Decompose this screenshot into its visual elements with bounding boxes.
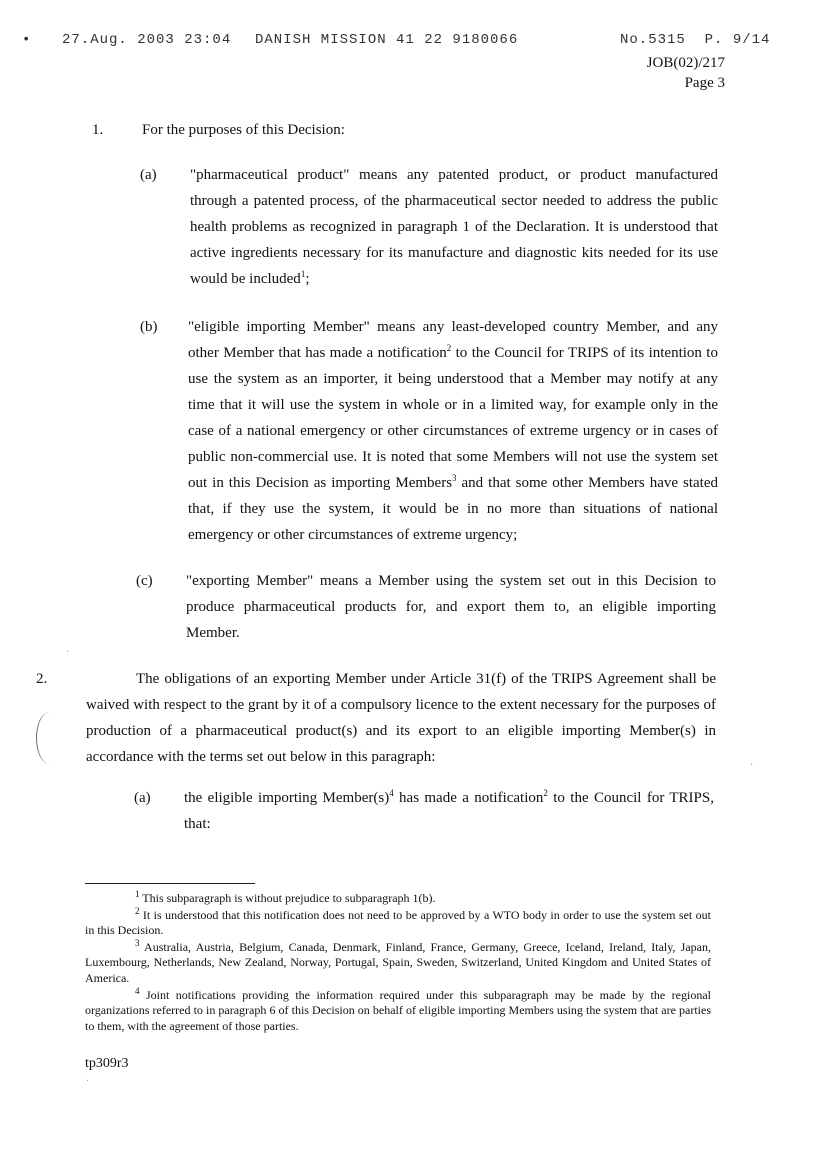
paragraph-1-number: 1. xyxy=(92,122,104,138)
scan-mark: · xyxy=(750,760,754,771)
fax-dot-mark: • xyxy=(22,32,32,48)
paragraph-1a-tail: ; xyxy=(305,271,310,287)
footnote-4 xyxy=(85,985,711,1035)
paragraph-1c-label: (c) xyxy=(136,573,153,589)
footnote-4-marker: 4 xyxy=(135,985,140,996)
footnote-ref-2b: 2 xyxy=(543,788,548,798)
paragraph-2-text xyxy=(36,666,716,770)
footnote-divider xyxy=(85,883,255,884)
page-number: Page 3 xyxy=(684,75,725,91)
fax-page-value: P. 9/14 xyxy=(704,32,771,48)
paragraph-1b-body-3: and that some other Members have stated that, if they use the system, it would be in no more than situations of national emergency or other circumstances of extreme urgency; xyxy=(188,475,719,543)
fax-number-value: No.5315 xyxy=(620,32,686,48)
footnote-ref-1: 1 xyxy=(300,269,306,279)
paragraph-1a-body: "pharmaceutical product" means any patented product, or product manufactured through a patented process, of the pharmaceutical sector needed to address the public health problems as recognized in paragraph 1 of the Declaration. It is understood that active ingredients necessary for its manufacture and diagnostic kits needed for its use would be included xyxy=(190,167,718,287)
footnote-1-marker: 1 xyxy=(135,889,140,899)
paragraph-1a-text xyxy=(190,162,718,292)
paragraph-1a-label: (a) xyxy=(140,167,157,183)
document-reference xyxy=(647,53,725,93)
footnote-3-marker: 3 xyxy=(135,937,140,948)
paragraph-1-intro-text: For the purposes of this Decision: xyxy=(142,122,345,138)
fax-date: 27.Aug. 2003 23:04 xyxy=(62,32,232,48)
footnote-ref-4: 4 xyxy=(389,788,394,798)
paragraph-1c-text: "exporting Member" means a Member using the system set out in this Decision to produce pharmaceutical products for, and export them to, an eligible importing Member. xyxy=(186,573,716,641)
paragraph-2a-body-3: to the Council for TRIPS, that: xyxy=(184,790,714,832)
footnote-3 xyxy=(85,937,711,987)
footnote-4-text: Joint notifications providing the information required under this subparagraph may be made by the regional organizations referred to in paragraph 6 of this Decision on behalf of eligible importing Members using the system that are parties to them, with the agreement of those parties. xyxy=(85,987,711,1033)
paragraph-2a-text xyxy=(184,785,714,837)
paragraph-2a-body-2: has made a notification xyxy=(393,790,544,806)
scan-mark: · xyxy=(86,1076,90,1087)
footnote-2 xyxy=(85,905,711,939)
paragraph-2-body: The obligations of an exporting Member under Article 31(f) of the TRIPS Agreement shall be waived with respect to the grant by it of a compulsory licence to the extent necessary for the purposes of production of a pharmaceutical product(s) and its export to an eligible importing Member(s) in accordance with the terms set out below in this paragraph: xyxy=(86,671,716,765)
document-code: JOB(02)/217 xyxy=(646,55,725,71)
paragraph-1b-text xyxy=(188,314,718,548)
footnote-ref-2: 2 xyxy=(446,343,452,353)
paragraph-2a-body-1: the eligible importing Member(s) xyxy=(184,790,390,806)
paragraph-2a-label: (a) xyxy=(134,790,151,806)
document-job-code: tp309r3 xyxy=(85,1056,129,1071)
paragraph-1b-label: (b) xyxy=(140,319,158,335)
footnote-3-text: Australia, Austria, Belgium, Canada, Denmark, Finland, France, Germany, Greece, Iceland, Ireland, Italy, Japan, Luxembourg, Netherlands, New Zealand, Norway, Portugal, Spain, Sweden, Switzerland, United Kingdom and United States of America. xyxy=(85,939,711,985)
scan-mark: · xyxy=(66,647,70,658)
fax-number xyxy=(620,32,770,48)
paragraph-1b-body-1: "eligible importing Member" means any least-developed country Member, and any other Member that has made a notification xyxy=(188,319,718,361)
hole-punch-mark xyxy=(36,712,63,764)
footnote-2-marker: 2 xyxy=(135,905,140,916)
footnote-1 xyxy=(85,891,711,907)
footnote-ref-3: 3 xyxy=(452,473,457,483)
paragraph-1b-body-2: to the Council for TRIPS of its intention to use the system as an importer, it being understood that a Member may notify at any time that it will use the system in whole or in a limited way, for example only in the case of a national emergency or other circumstances of extreme urgency or in cases of public non-commercial use. It is noted that some Members will not use the system set out in this Decision as importing Members xyxy=(188,345,718,491)
footnotes xyxy=(85,891,711,1035)
paragraph-2-number: 2. xyxy=(36,671,48,687)
footnote-2-text: It is understood that this notification does not need to be approved by a WTO body in order to use the system set out in this Decision. xyxy=(85,907,711,938)
fax-sender: DANISH MISSION 41 22 9180066 xyxy=(255,32,519,48)
fax-header xyxy=(0,32,827,52)
footnote-1-text: This subparagraph is without prejudice to subparagraph 1(b). xyxy=(142,891,436,905)
